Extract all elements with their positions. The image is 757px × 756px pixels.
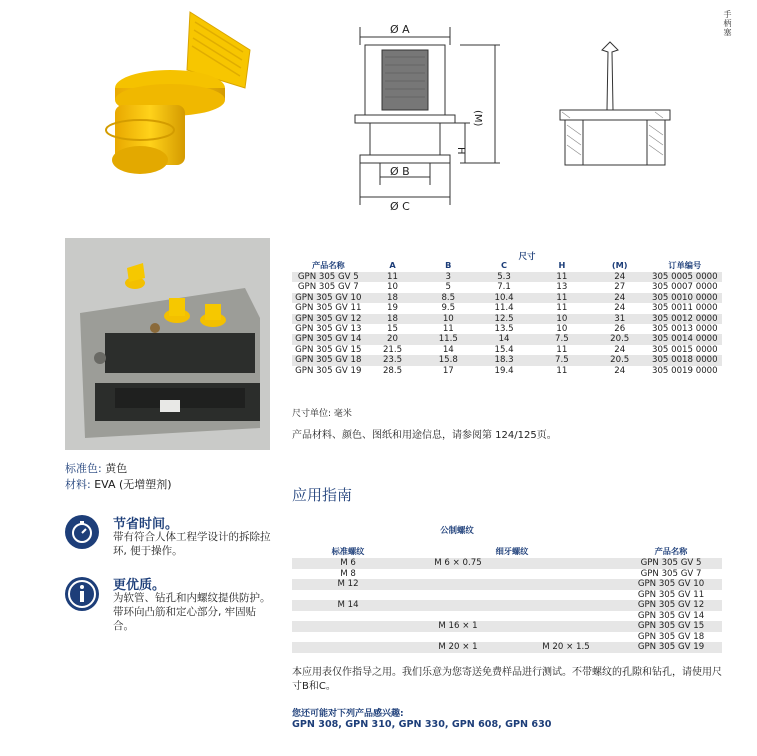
table-cell — [512, 590, 620, 601]
table-cell: 10.4 — [476, 293, 532, 303]
table-cell: GPN 305 GV 14 — [637, 610, 705, 621]
table-cell: GPN 305 GV 19 — [620, 642, 722, 653]
table-cell — [404, 611, 512, 622]
table-cell: 5.3 — [476, 272, 532, 282]
table-cell: GPN 305 GV 13 — [295, 324, 362, 335]
table-cell: 18.3 — [476, 355, 532, 365]
table-cell: GPN 305 GV 18 — [637, 631, 705, 642]
dim-header: B — [445, 260, 452, 270]
table-cell: 11 — [556, 303, 568, 314]
table-cell — [512, 579, 620, 590]
application-photo — [65, 238, 270, 450]
interest-products[interactable]: GPN 308, GPN 310, GPN 330, GPN 608, GPN 630 — [292, 719, 552, 730]
table-cell — [512, 558, 620, 569]
table-row — [292, 621, 722, 632]
table-cell: 18 — [365, 314, 421, 324]
unit-note: 尺寸单位: 毫米 — [292, 409, 352, 419]
table-cell: GPN 305 GV 14 — [292, 334, 365, 344]
guide-table — [292, 544, 722, 653]
dim-header: C — [501, 260, 508, 270]
table-cell: M 20 × 1.5 — [512, 642, 620, 653]
table-cell: 11 — [556, 344, 568, 355]
table-row — [292, 355, 722, 365]
guide-header: 标准螺纹 — [331, 545, 365, 556]
table-cell — [404, 632, 512, 643]
interest-label: 您还可能对下列产品感兴趣: — [292, 709, 404, 719]
table-cell: 24 — [614, 344, 626, 355]
feature-1-text: 带有符合人体工程学设计的拆除拉环, 便于操作。 — [113, 531, 271, 557]
guide-header: 产品名称 — [654, 545, 688, 556]
table-cell — [512, 611, 620, 622]
table-cell — [512, 600, 620, 611]
table-cell: 20.5 — [592, 334, 648, 344]
table-cell: 10 — [387, 282, 398, 293]
table-cell: M 14 — [292, 600, 404, 611]
info-note: 产品材料、颜色、图纸和用途信息，请参阅第 124/125页。 — [292, 430, 557, 441]
table-cell: 10 — [532, 314, 592, 324]
table-cell — [404, 600, 512, 611]
table-cell: 20 — [365, 334, 421, 344]
table-row — [292, 345, 722, 355]
table-row — [292, 303, 722, 313]
table-cell: M 6 — [292, 558, 404, 569]
table-cell: 7.5 — [532, 334, 592, 344]
table-cell: 14 — [442, 344, 454, 355]
table-cell: 3 — [420, 272, 476, 282]
dim-label-c: Ø C — [390, 200, 410, 213]
guide-title: 应用指南 — [292, 486, 353, 504]
spec-material-value: EVA (无增塑剂) — [94, 478, 172, 491]
stopwatch-icon — [65, 515, 99, 549]
table-cell: GPN 305 GV 15 — [295, 344, 362, 355]
table-row — [292, 366, 722, 376]
table-cell: 15 — [387, 324, 398, 335]
table-cell: GPN 305 GV 18 — [292, 355, 365, 365]
dim-label-m: (M) — [472, 110, 483, 127]
table-row — [292, 314, 722, 324]
table-cell: 7.5 — [532, 355, 592, 365]
spec-color-label: 标准色: — [65, 462, 102, 475]
dimension-table — [292, 258, 722, 376]
table-cell: GPN 305 GV 12 — [292, 314, 365, 324]
table-row — [292, 569, 722, 580]
table-cell — [512, 621, 620, 632]
table-cell: 7.1 — [497, 282, 511, 293]
dim-header: (M) — [611, 260, 628, 270]
table-cell: 8.5 — [420, 293, 476, 303]
spec-color-value: 黄色 — [105, 462, 128, 475]
table-cell: 11 — [442, 324, 454, 335]
table-row — [292, 558, 722, 569]
dim-header: H — [558, 260, 566, 270]
table-cell — [512, 632, 620, 643]
table-cell: 11 — [532, 272, 592, 282]
table-cell: 24 — [614, 365, 626, 376]
table-row — [292, 590, 722, 601]
table-cell: 305 0014 0000 — [648, 334, 722, 344]
table-cell: 14 — [476, 334, 532, 344]
table-cell: 24 — [614, 303, 626, 314]
feature-2-title: 更优质。 — [113, 578, 166, 593]
table-cell: 15.8 — [420, 355, 476, 365]
table-cell: GPN 305 GV 10 — [620, 579, 722, 590]
table-cell: 5 — [445, 282, 452, 293]
table-cell: 305 0013 0000 — [651, 324, 718, 335]
table-cell: 305 0011 0000 — [651, 303, 718, 314]
table-cell: GPN 305 GV 7 — [640, 568, 702, 579]
table-row — [292, 579, 722, 590]
side-tab: 手柄塞 — [723, 10, 732, 37]
table-cell: 305 0019 0000 — [651, 365, 718, 376]
table-cell: 15.4 — [494, 344, 514, 355]
dim-label-a: Ø A — [390, 23, 410, 36]
table-cell: 10 — [420, 314, 476, 324]
table-cell: 31 — [592, 314, 648, 324]
table-cell: 305 0007 0000 — [651, 282, 718, 293]
dim-header: A — [389, 260, 396, 270]
table-cell — [292, 590, 404, 601]
table-cell: 305 0010 0000 — [648, 293, 722, 303]
feature-1-title: 节省时间。 — [113, 517, 179, 532]
table-cell — [404, 579, 512, 590]
table-row — [292, 324, 722, 334]
table-cell: 11 — [532, 293, 592, 303]
table-row — [292, 642, 722, 653]
table-cell: 9.5 — [441, 303, 456, 314]
table-cell: GPN 305 GV 5 — [292, 272, 365, 282]
table-cell — [292, 632, 404, 643]
table-cell: GPN 305 GV 7 — [297, 282, 359, 293]
table-cell: 10 — [556, 324, 568, 335]
feature-2-text: 为软管、钻孔和内螺纹提供防护。 带环向凸筋和定心部分, 牢固贴合。 — [113, 592, 271, 632]
table-cell: 20.5 — [592, 355, 648, 365]
table-row — [292, 272, 722, 282]
table-cell — [292, 642, 404, 653]
dim-label-b: Ø B — [390, 165, 410, 178]
product-plug-image — [95, 10, 255, 185]
table-cell — [292, 611, 404, 622]
table-row — [292, 611, 722, 622]
table-row — [292, 293, 722, 303]
table-cell: 13.5 — [494, 324, 514, 335]
spec-color — [65, 460, 127, 476]
table-cell: 24 — [592, 293, 648, 303]
table-cell: 11 — [365, 272, 421, 282]
dim-table-header-row — [292, 258, 722, 272]
table-cell: M 20 × 1 — [404, 642, 512, 653]
table-cell: 11.4 — [494, 303, 514, 314]
table-row — [292, 334, 722, 344]
table-cell: 26 — [614, 324, 626, 335]
table-cell: 27 — [614, 282, 626, 293]
table-cell: GPN 305 GV 10 — [292, 293, 365, 303]
spec-material — [65, 476, 172, 492]
table-row — [292, 282, 722, 292]
guide-note: 本应用表仅作指导之用。我们乐意为您寄送免费样品进行测试。不带螺纹的孔隙和钻孔，请使用尺寸B和C。 — [292, 667, 722, 692]
table-cell: M 12 — [292, 579, 404, 590]
table-cell: 12.5 — [476, 314, 532, 324]
table-cell: 17 — [442, 365, 454, 376]
dim-group-header: 尺寸 — [518, 251, 536, 261]
table-cell: 305 0005 0000 — [648, 272, 722, 282]
table-row — [292, 632, 722, 643]
table-cell: M 8 — [340, 568, 356, 579]
table-cell: M 16 × 1 — [404, 621, 512, 632]
table-cell: 18 — [365, 293, 421, 303]
table-cell — [292, 621, 404, 632]
table-row — [292, 600, 722, 611]
table-cell — [404, 569, 512, 580]
technical-drawing-section — [555, 40, 675, 170]
info-icon — [65, 577, 99, 611]
table-cell: 13 — [556, 282, 568, 293]
table-cell: 19 — [387, 303, 398, 314]
dim-label-h: H — [455, 147, 466, 155]
table-cell — [512, 569, 620, 580]
table-cell: GPN 305 GV 11 — [637, 589, 705, 600]
table-cell: 11 — [556, 365, 568, 376]
table-cell: 23.5 — [365, 355, 421, 365]
table-cell: GPN 305 GV 11 — [295, 303, 362, 314]
table-cell: 11.5 — [420, 334, 476, 344]
table-cell: 28.5 — [382, 365, 403, 376]
table-cell: GPN 305 GV 5 — [620, 558, 722, 569]
table-cell: 305 0015 0000 — [651, 344, 718, 355]
guide-header: 细牙螺纹 — [495, 545, 529, 556]
technical-drawing-side — [340, 15, 510, 215]
table-cell: GPN 305 GV 19 — [295, 365, 362, 376]
table-cell: M 6 × 0.75 — [404, 558, 512, 569]
table-cell: GPN 305 GV 15 — [620, 621, 722, 632]
dim-header: 订单编号 — [668, 259, 702, 270]
table-cell: 21.5 — [382, 344, 403, 355]
table-cell: 305 0012 0000 — [648, 314, 722, 324]
spec-material-label: 材料: — [65, 478, 91, 491]
table-cell: 24 — [592, 272, 648, 282]
table-cell — [404, 590, 512, 601]
guide-group-header: 公制螺纹 — [440, 525, 474, 535]
table-cell: 305 0018 0000 — [648, 355, 722, 365]
table-cell: GPN 305 GV 12 — [620, 600, 722, 611]
dim-header: 产品名称 — [311, 259, 345, 270]
table-cell: 19.4 — [494, 365, 514, 376]
